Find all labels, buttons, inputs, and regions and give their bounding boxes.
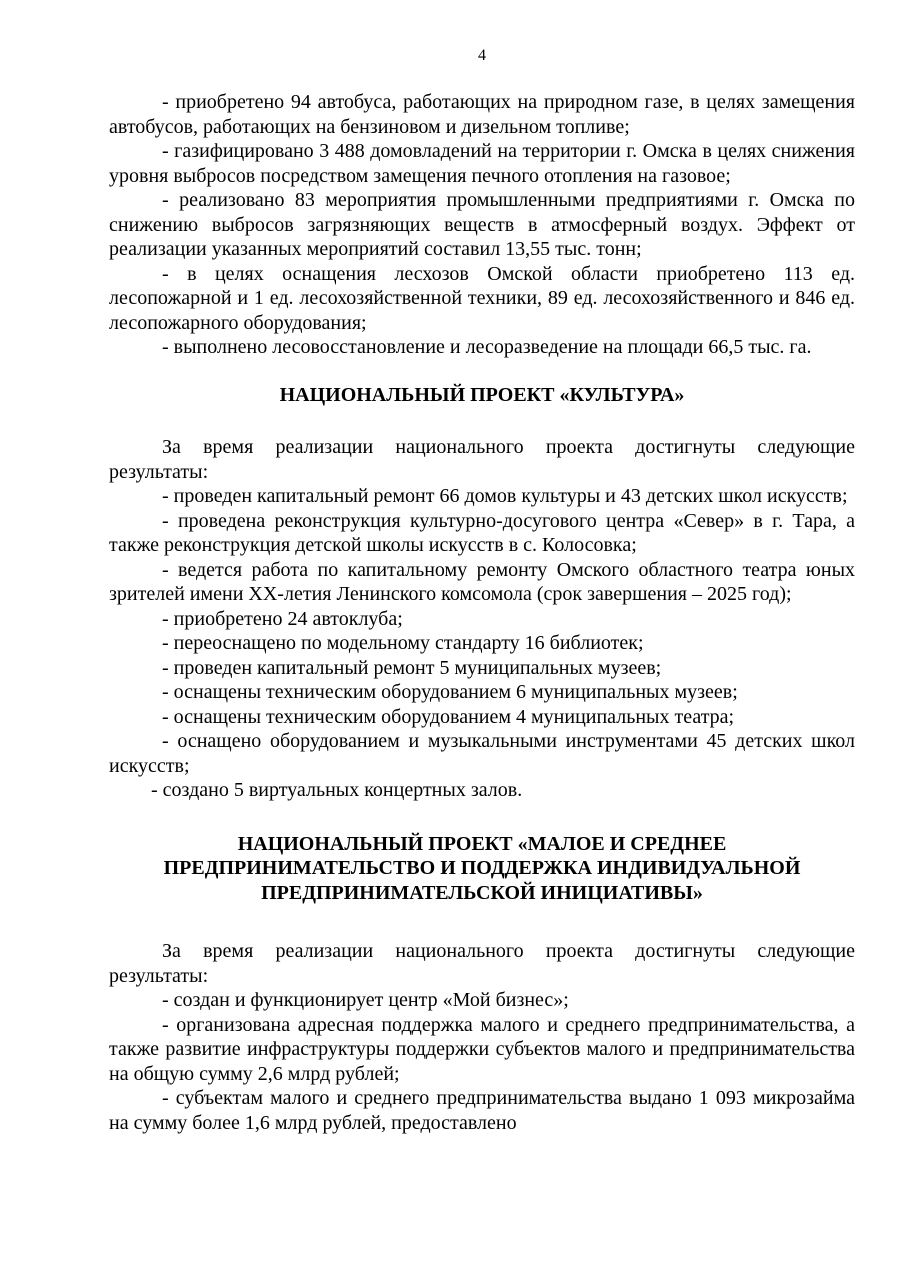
list-item: - проведена реконструкция культурно-досугового центра «Север» в г. Тара, а также реконструкция детской школы искусств в с. Колосовка; (109, 509, 855, 556)
section-heading-sme-line-1: НАЦИОНАЛЬНЫЙ ПРОЕКТ «МАЛОЕ И СРЕДНЕЕ (237, 832, 727, 855)
section-intro: За время реализации национального проекта достигнуты следующие результаты: (109, 436, 855, 483)
list-item: - создан и функционирует центр «Мой бизнес»; (162, 989, 569, 1011)
list-item: - создано 5 виртуальных концертных залов. (151, 779, 523, 801)
list-item: - субъектам малого и среднего предпринимательства выдано 1 093 микрозайма на сумму более 1,6 млрд рублей, предоставлено (109, 1087, 855, 1134)
list-item: - приобретено 24 автоклуба; (162, 607, 403, 630)
section-intro: За время реализации национального проекта достигнуты следующие результаты: (109, 940, 855, 987)
page-content (109, 90, 855, 1135)
list-item: - оснащены техническим оборудованием 4 муниципальных театра; (162, 705, 735, 728)
section-heading-sme-line-3: ПРЕДПРИНИМАТЕЛЬСКОЙ ИНИЦИАТИВЫ» (261, 881, 703, 904)
section-heading-sme-line-2: ПРЕДПРИНИМАТЕЛЬСТВО И ПОДДЕРЖКА ИНДИВИДУАЛЬНОЙ (163, 857, 801, 879)
page-number: 4 (478, 47, 486, 64)
list-item: - оснащено оборудованием и музыкальными инструментами 45 детских школ искусств; (109, 730, 855, 777)
list-item: - выполнено лесовосстановление и лесоразведение на площади 66,5 тыс. га. (162, 336, 812, 358)
list-item: - в целях оснащения лесхозов Омской области приобретено 113 ед. лесопожарной и 1 ед. лесохозяйственной техники, 89 ед. лесохозяйственного и 846 ед. лесопожарного оборудования; (109, 262, 855, 334)
list-item: - оснащены техническим оборудованием 6 муниципальных музеев; (162, 681, 738, 703)
list-item: - проведен капитальный ремонт 66 домов культуры и 43 детских школ искусств; (162, 485, 848, 507)
list-item: - переоснащено по модельному стандарту 16 библиотек; (162, 632, 644, 654)
list-item: - газифицировано 3 488 домовладений на территории г. Омска в целях снижения уровня выбросов посредством замещения печного отопления на газовое; (109, 140, 855, 187)
list-item: - реализовано 83 мероприятия промышленными предприятиями г. Омска по снижению выбросов загрязняющих веществ в атмосферный воздух. Эффект от реализации указанных мероприятий составил 13,55 тыс. тонн; (109, 189, 855, 260)
list-item: - ведется работа по капитальному ремонту Омского областного театра юных зрителей имени XX-летия Ленинского комсомола (срок завершения – 2025 год); (109, 558, 855, 605)
list-item: - организована адресная поддержка малого и среднего предпринимательства, а также развитие инфраструктуры поддержки субъектов малого и предпринимательства на общую сумму 2,6 млрд рублей; (109, 1013, 855, 1085)
list-item: - приобретено 94 автобуса, работающих на природном газе, в целях замещения автобусов, работающих на бензиновом и дизельном топливе; (109, 91, 855, 138)
section-heading-culture: НАЦИОНАЛЬНЫЙ ПРОЕКТ «КУЛЬТУРА» (279, 383, 685, 406)
list-item: - проведен капитальный ремонт 5 муниципальных музеев; (162, 656, 662, 679)
